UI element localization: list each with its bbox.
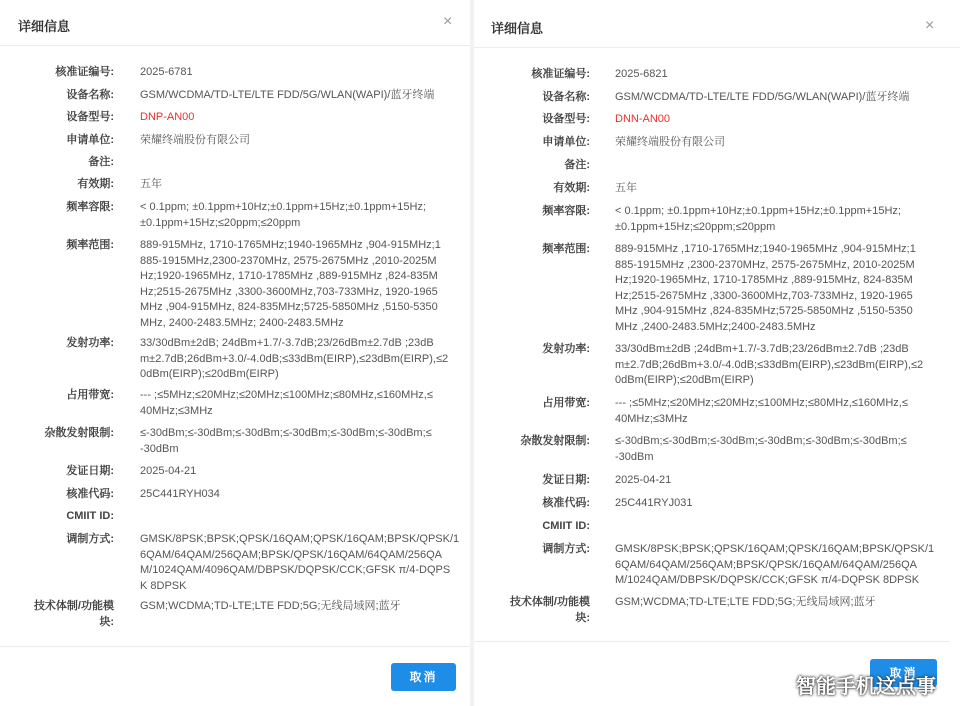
field-label: 备注: [564,159,590,171]
field-label: 发证日期: [542,474,590,486]
field-value-model: DNN-AN00 [615,113,671,125]
dialog-header [0,0,470,46]
field-value: 889-915MHz, 1710-1765MHz;1940-1965MHz ,904-915MHz;1 885-1915MHz,2300-2370MHz, 2575-2675MHz ,2010-2025M Hz;1920-1965MHz, 1710-1785MHz ,889-915MHz ,824-835M Hz;2515-2675MHz ,3300-3600MHz,703-733MHz, 1920-1965 MHz ,904-915MHz, 824-835MHz;5725-5850MHz ,5150-5350 MHz, 2400-2483.5MHz; 2400-2483.5MHz [140,239,441,329]
field-value: < 0.1ppm; ±0.1ppm+10Hz;±0.1ppm+15Hz;±0.1ppm+15Hz; ±0.1ppm+15Hz;≤20ppm;≤20ppm [615,205,901,233]
field-label: 设备型号: [66,111,114,123]
field-label: 有效期: [77,178,114,190]
field-value: GSM/WCDMA/TD-LTE/LTE FDD/5G/WLAN(WAPI)/蓝牙终端 [140,89,435,101]
dialog-header [474,0,960,48]
field-label: 频率容限: [542,205,590,217]
field-label: 设备名称: [66,89,114,101]
field-label: 申请单位: [542,136,590,148]
field-label: 技术体制/功能模 块: [509,596,590,624]
field-label: 调制方式: [542,543,590,555]
field-value: ≤-30dBm;≤-30dBm;≤-30dBm;≤-30dBm;≤-30dBm;≤-30dBm;≤ -30dBm [140,427,432,455]
dialog-title: 详细信息 [18,19,71,34]
close-icon[interactable]: × [925,17,935,34]
field-label: 频率容限: [66,201,114,213]
field-label: 设备型号: [542,113,590,125]
field-label: 有效期: [553,182,590,194]
field-label: 发证日期: [66,465,114,477]
footer-divider [0,646,470,647]
field-value: 五年 [615,182,637,194]
field-value: 荣耀终端股份有限公司 [140,134,250,146]
field-label: 频率范围: [542,243,590,255]
cancel-button[interactable]: 取消 [391,663,456,691]
field-value: 2025-04-21 [615,474,672,486]
field-value: GSM;WCDMA;TD-LTE;LTE FDD;5G;无线局域网;蓝牙 [615,596,876,608]
field-value: 五年 [140,178,162,190]
field-value: 2025-04-21 [140,465,197,477]
field-label: 杂散发射限制: [520,435,590,447]
field-value: < 0.1ppm; ±0.1ppm+10Hz;±0.1ppm+15Hz;±0.1ppm+15Hz; ±0.1ppm+15Hz;≤20ppm;≤20ppm [140,201,426,229]
field-label: 发射功率: [66,337,114,349]
field-value: 25C441RYJ031 [615,497,693,509]
footer-divider [474,641,950,642]
field-label: 占用带宽: [542,397,590,409]
detail-dialog-left [0,0,470,706]
field-value: --- ;≤5MHz;≤20MHz;≤20MHz;≤100MHz;≤80MHz,≤160MHz,≤ 40MHz;≤3MHz [615,397,908,425]
field-label: 核准证编号: [531,68,590,80]
field-label: 备注: [88,156,114,168]
field-value: GMSK/8PSK;BPSK;QPSK/16QAM;QPSK/16QAM;BPSK/QPSK/1 6QAM/64QAM/256QAM;BPSK/QPSK/16QAM/64QAM/256QA M/1024QAM/DBPSK/DQPSK/CCK;GFSK π/4-DQPSK 8DPSK [615,543,935,586]
field-label: 杂散发射限制: [44,427,114,439]
field-value: 33/30dBm±2dB ;24dBm+1.7/-3.7dB;23/26dBm±2.7dB ;23dB m±2.7dB;26dBm+3.0/-4.0dB;≤33dBm(EIRP),≤23dBm(EIRP),≤2 0dBm(EIRP);≤20dBm(EIRP) [615,343,924,386]
field-label: CMIIT ID: [542,520,590,532]
field-value: GMSK/8PSK;BPSK;QPSK/16QAM;QPSK/16QAM;BPSK/QPSK/1 6QAM/64QAM/256QAM;BPSK/QPSK/16QAM/64QAM/256QA M/1024QAM/4096QAM/DBPSK/DQPSK/CCK;GFSK π/4-DQPS K 8DPSK [140,533,460,592]
field-value: 889-915MHz ,1710-1765MHz;1940-1965MHz ,904-915MHz;1 885-1915MHz ,2300-2370MHz, 2575-2675MHz, 2010-2025M Hz;1920-1965MHz, 1710-1785MHz ,889-915MHz, 824-835M Hz;2515-2675MHz ,3300-3600MHz,703-733MHz, 1920-1965 MHz ,904-915MHz ,824-835MHz;5725-5850MHz ,5150-5350 MHz ,2400-2483.5MHz;2400-2483.5MHz [615,243,916,333]
field-value: GSM/WCDMA/TD-LTE/LTE FDD/5G/WLAN(WAPI)/蓝牙终端 [615,91,910,103]
field-value: ≤-30dBm;≤-30dBm;≤-30dBm;≤-30dBm;≤-30dBm;≤-30dBm;≤ -30dBm [615,435,907,463]
detail-dialog-right [474,0,960,706]
field-value: GSM;WCDMA;TD-LTE;LTE FDD;5G;无线局域网;蓝牙 [140,600,401,612]
watermark-text: 智能手机这点事 [796,676,936,698]
field-value: 荣耀终端股份有限公司 [615,136,725,148]
field-label: 核准代码: [66,488,114,500]
field-value: --- ;≤5MHz;≤20MHz;≤20MHz;≤100MHz;≤80MHz,≤160MHz,≤ 40MHz;≤3MHz [140,389,433,417]
field-label: 发射功率: [542,343,590,355]
field-label: 申请单位: [66,134,114,146]
field-value: 25C441RYH034 [140,488,220,500]
field-label: 调制方式: [66,533,114,545]
field-label: 核准代码: [542,497,590,509]
field-label: 频率范围: [66,239,114,251]
cancel-button[interactable]: 取消 [870,659,937,687]
field-label: 核准证编号: [55,66,114,78]
field-value: 33/30dBm±2dB; 24dBm+1.7/-3.7dB;23/26dBm±2.7dB ;23dB m±2.7dB;26dBm+3.0/-4.0dB;≤33dBm(EIRP),≤23dBm(EIRP),≤2 0dBm(EIRP);≤20dBm(EIRP) [140,337,449,380]
field-label: 设备名称: [542,91,590,103]
field-value: 2025-6781 [140,66,193,78]
dialog-title: 详细信息 [491,21,544,36]
field-value-model: DNP-AN00 [140,111,195,123]
field-value: 2025-6821 [615,68,668,80]
field-label: CMIIT ID: [66,510,114,522]
close-icon[interactable]: × [443,13,453,30]
field-label: 占用带宽: [66,389,114,401]
field-label: 技术体制/功能模 块: [33,600,114,628]
